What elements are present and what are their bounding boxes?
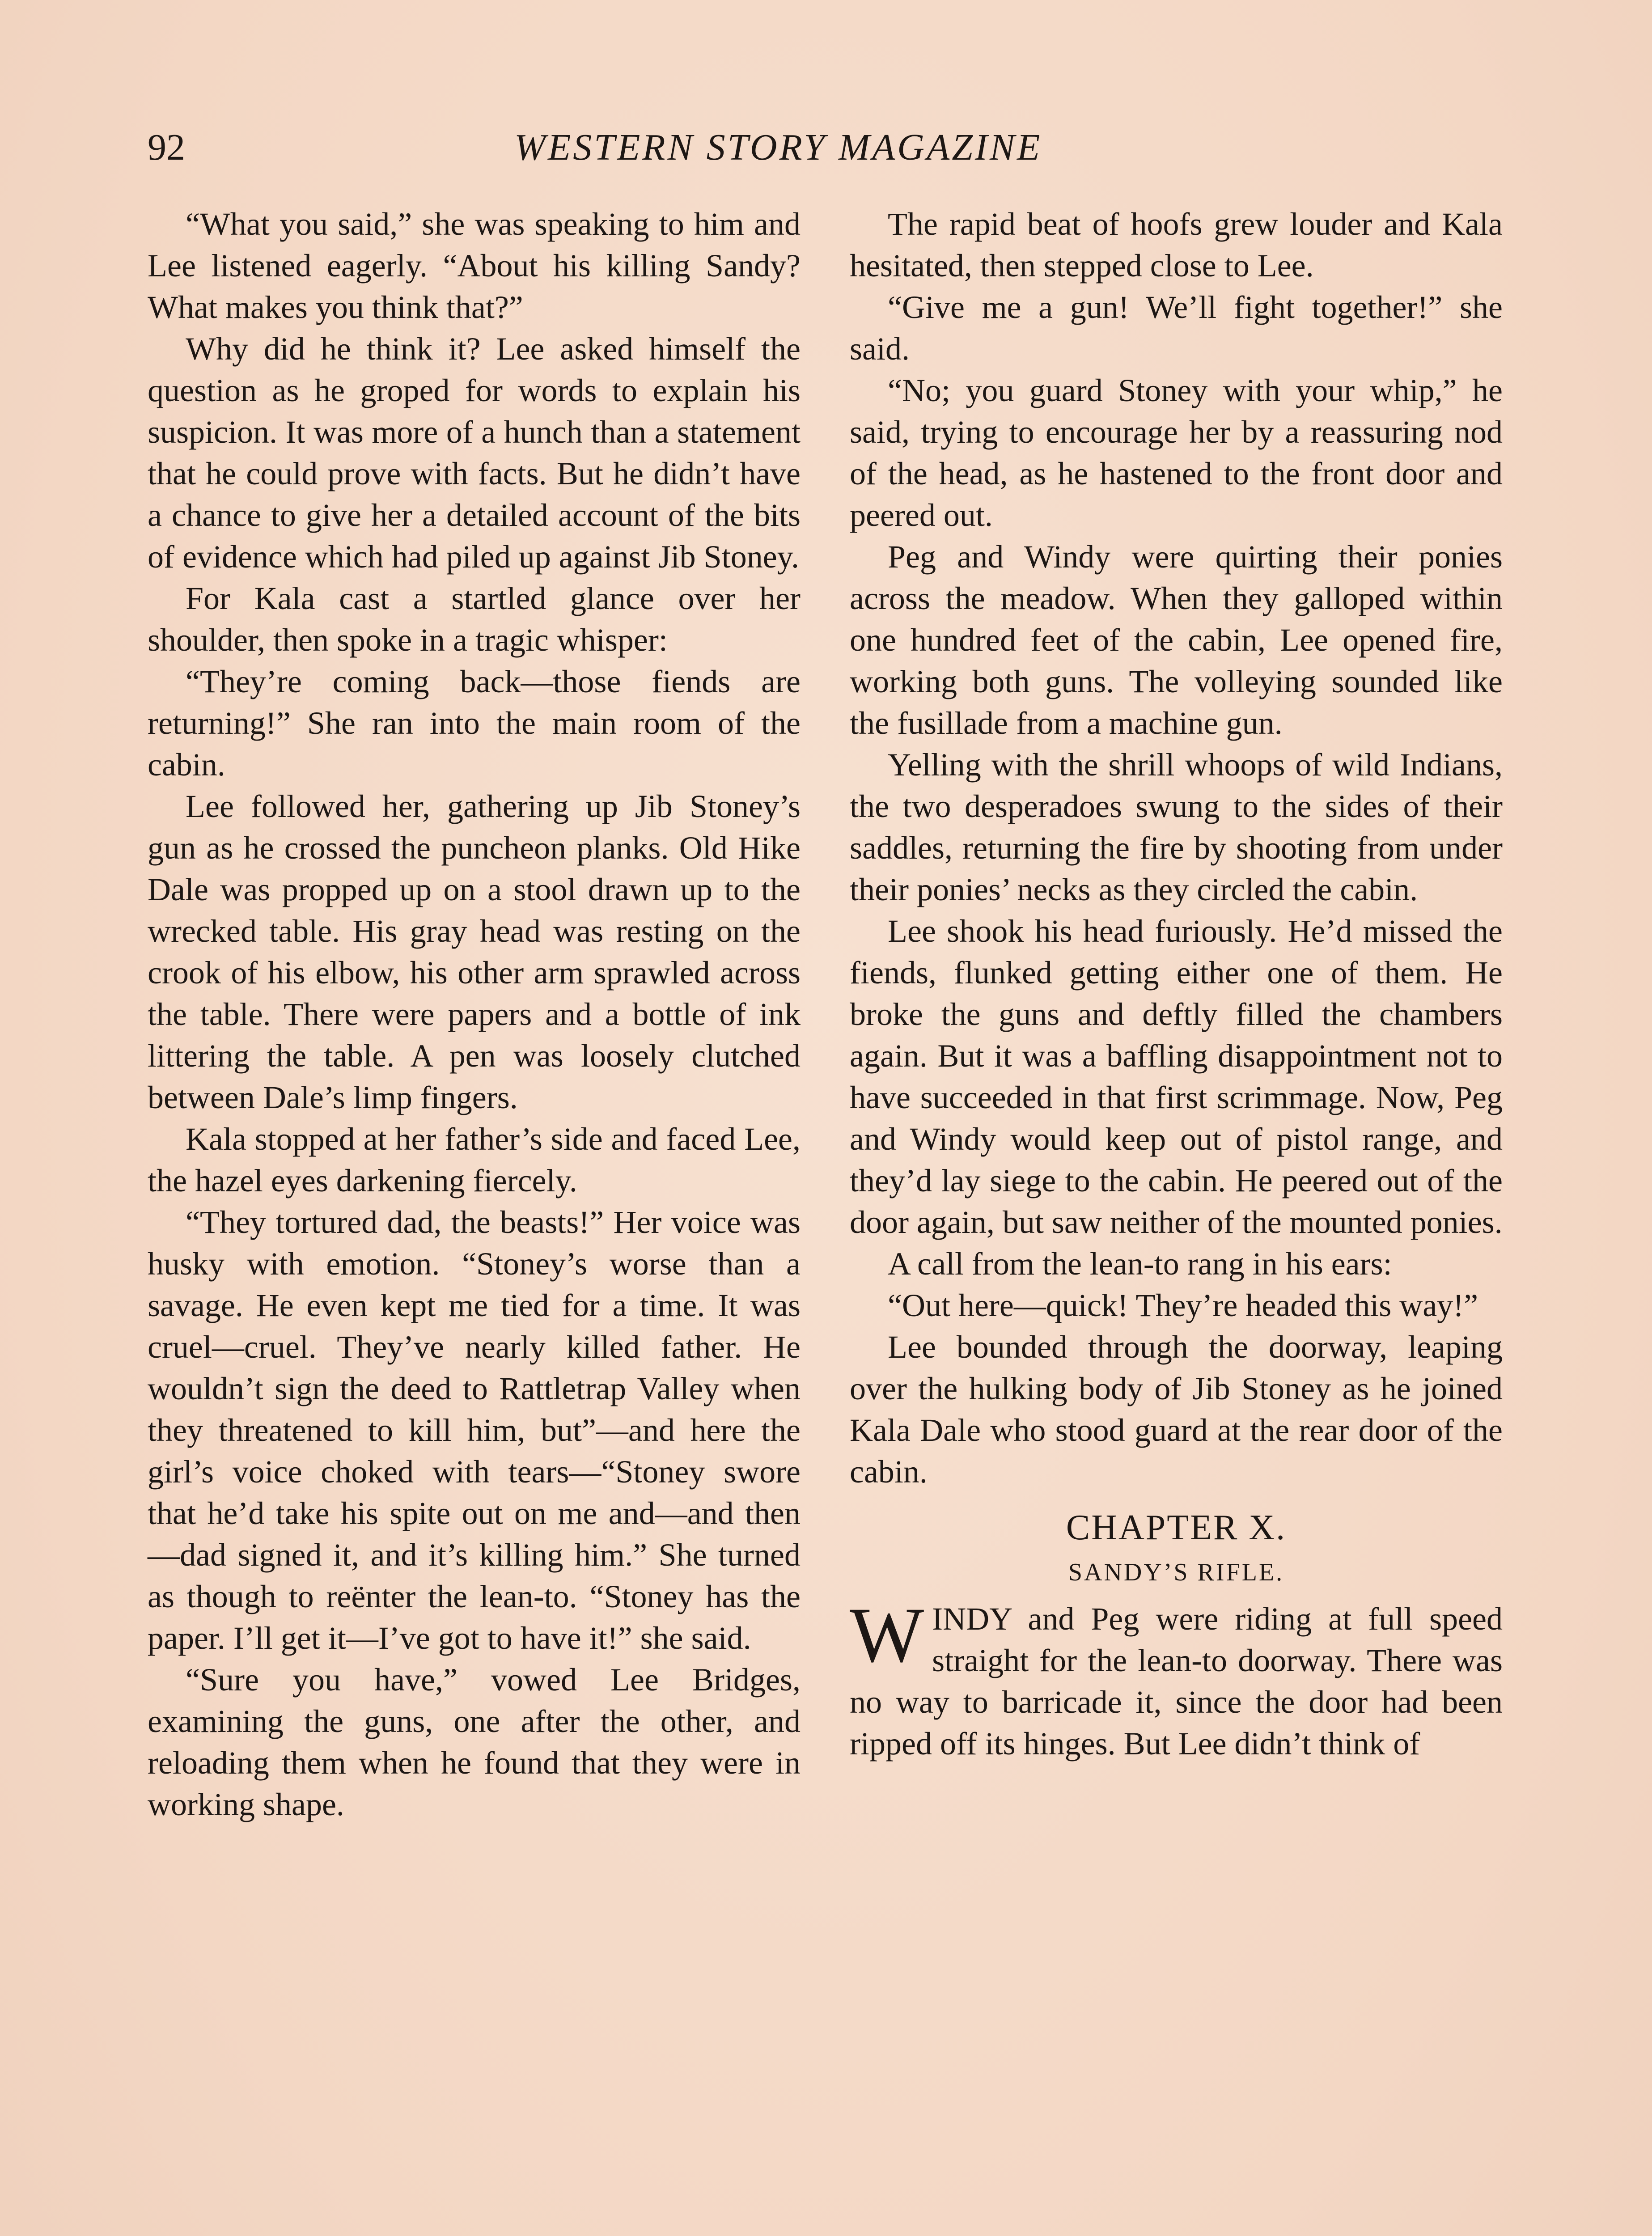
- paragraph: Kala stopped at her father’s side and faced Lee, the hazel eyes darkening fiercely.: [148, 1121, 801, 1198]
- paragraph: Lee bounded through the doorway, leaping over the hulking body of Jib Stoney as he joined Kala Dale who stood guard at the rear door of the cabin.: [850, 1329, 1503, 1490]
- paragraph: For Kala cast a startled glance over her shoulder, then spoke in a tragic whisper:: [148, 580, 801, 658]
- paragraph: “Give me a gun! We’ll fight together!” she said.: [850, 289, 1503, 367]
- chapter-opening-paragraph: [850, 1592, 1503, 1765]
- running-head: WESTERN STORY MAGAZINE: [514, 127, 1042, 168]
- paragraph: “Sure you have,” vowed Lee Bridges, examining the guns, one after the other, and reloading them when he found that they were in working shape.: [148, 1662, 801, 1822]
- page-header: [148, 121, 1078, 174]
- paragraph: Yelling with the shrill whoops of wild Indians, the two desperadoes swung to the sides of their saddles, returning the fire by shooting from under their ponies’ necks as they circled the cabin.: [850, 747, 1503, 907]
- right-column: [850, 203, 1503, 1765]
- paragraph: The rapid beat of hoofs grew louder and Kala hesitated, then stepped close to Lee.: [850, 206, 1503, 284]
- chapter-title: CHAPTER X.: [1066, 1508, 1287, 1547]
- chapter-opening-text: INDY and Peg were riding at full speed straight for the lean-to doorway. There was no way to barricade it, since the door had been ripped off its hinges. But Lee didn’t think of: [850, 1601, 1503, 1762]
- chapter-subtitle: SANDY’S RIFLE.: [1068, 1558, 1284, 1586]
- paragraph: “What you said,” she was speaking to him and Lee listened eagerly. “About his killing Sandy? What makes you think that?”: [148, 206, 801, 325]
- paragraph: A call from the lean-to rang in his ears:: [888, 1246, 1392, 1282]
- left-column: [148, 203, 801, 1825]
- page-number: 92: [148, 127, 185, 168]
- paragraph: “Out here—quick! They’re headed this way!”: [888, 1287, 1478, 1323]
- paragraph: Lee followed her, gathering up Jib Stoney’s gun as he crossed the puncheon planks. Old Hike Dale was propped up on a stool drawn up to the wrecked table. His gray head was resting on the crook of his elbow, his other arm sprawled across the table. There were papers and a bottle of ink littering the table. A pen was loosely clutched between Dale’s limp fingers.: [148, 788, 801, 1115]
- paragraph: Lee shook his head furiously. He’d missed the fiends, flunked getting either one of them. He broke the guns and deftly filled the chambers again. But it was a baffling disappointment not to have succeeded in that first scrimmage. Now, Peg and Windy would keep out of pistol range, and they’d lay siege to the cabin. He peered out of the door again, but saw neither of the mounted ponies.: [850, 913, 1503, 1240]
- paragraph: Peg and Windy were quirting their ponies across the meadow. When they galloped within one hundred feet of the cabin, Lee opened fire, working both guns. The volleying sounded like the fusillade from a machine gun.: [850, 539, 1503, 741]
- paragraph: Why did he think it? Lee asked himself the question as he groped for words to explain his suspicion. It was more of a hunch than a statement that he could prove with facts. But he didn’t have a chance to give her a detailed account of the bits of evidence which had piled up against Jib Stoney.: [148, 331, 801, 575]
- drop-cap: W: [850, 1592, 924, 1679]
- paragraph: “No; you guard Stoney with your whip,” he said, trying to encourage her by a reassuring nod of the head, as he hastened to the front door and peered out.: [850, 373, 1503, 533]
- paragraph: “They’re coming back—those fiends are returning!” She ran into the main room of the cabin.: [148, 664, 801, 783]
- paragraph: “They tortured dad, the beasts!” Her voice was husky with emotion. “Stoney’s worse than a savage. He even kept me tied for a time. It was cruel—cruel. They’ve nearly killed father. He wouldn’t sign the deed to Rattletrap Valley when they threatened to kill him, but”—and here the girl’s voice choked with tears—“Stoney swore that he’d take his spite out on me and—and then—dad signed it, and it’s killing him.” She turned as though to reënter the lean-to. “Stoney has the paper. I’ll get it—I’ve got to have it!” she said.: [148, 1204, 801, 1656]
